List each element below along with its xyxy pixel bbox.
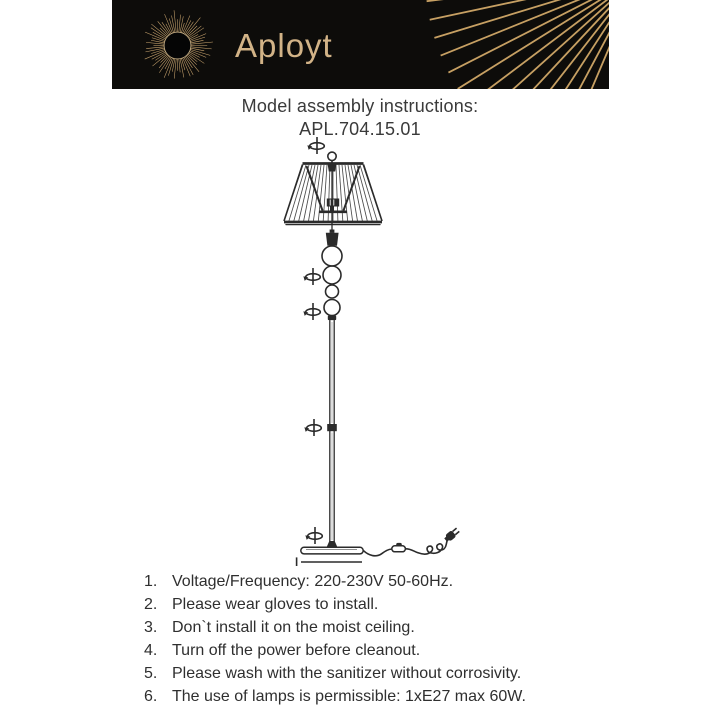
lamp-pole-upper — [330, 321, 334, 425]
instruction-number: 1. — [144, 573, 158, 590]
brand-banner — [112, 0, 609, 89]
glass-balls — [322, 246, 342, 320]
power-plug-icon — [443, 527, 460, 543]
instruction-item — [144, 593, 526, 616]
instruction-text: Don`t install it on the moist ceiling. — [172, 619, 415, 636]
banner-graphic — [112, 0, 609, 89]
instruction-item — [144, 685, 526, 708]
page-title: Model assembly instructions: — [241, 96, 479, 116]
rotate-arrow-icon — [307, 137, 324, 154]
instruction-number: 2. — [144, 596, 158, 613]
inline-switch — [392, 543, 406, 552]
instructions-list — [144, 570, 526, 708]
starburst-logo-icon — [145, 10, 213, 78]
instruction-number: 5. — [144, 665, 158, 682]
instruction-text: Turn off the power before cleanout. — [172, 642, 421, 659]
rotate-arrow-icon — [303, 303, 320, 320]
instruction-item — [144, 639, 526, 662]
lamp-base — [297, 541, 364, 566]
instruction-text: The use of lamps is permissible: 1xE27 max 60W. — [172, 688, 526, 705]
instruction-text: Please wear gloves to install. — [172, 596, 379, 613]
rotate-arrow-icon — [303, 268, 320, 285]
instruction-number: 6. — [144, 688, 158, 705]
rotate-arrow-icon — [305, 527, 322, 544]
pole-connector — [327, 424, 337, 431]
lamp-finial — [328, 152, 336, 163]
power-cord — [363, 549, 392, 556]
instruction-item — [144, 616, 526, 639]
rotate-arrow-icon — [304, 419, 321, 436]
instruction-number: 3. — [144, 619, 158, 636]
instruction-number: 4. — [144, 642, 158, 659]
power-cord-coil — [405, 540, 447, 554]
model-number: APL.704.15.01 — [299, 119, 421, 139]
lamp-shade — [284, 164, 382, 225]
lamp-pole-lower — [330, 431, 334, 541]
instruction-text: Please wash with the sanitizer without corrosivity. — [172, 665, 522, 682]
instruction-text: Voltage/Frequency: 220-230V 50-60Hz. — [172, 573, 454, 590]
instruction-item — [144, 570, 526, 593]
assembly-diagram — [250, 130, 470, 575]
decorative-rays-icon — [427, 0, 609, 89]
shade-coupler — [326, 224, 339, 246]
brand-wordmark: Aployt — [235, 27, 333, 64]
instruction-item — [144, 662, 526, 685]
